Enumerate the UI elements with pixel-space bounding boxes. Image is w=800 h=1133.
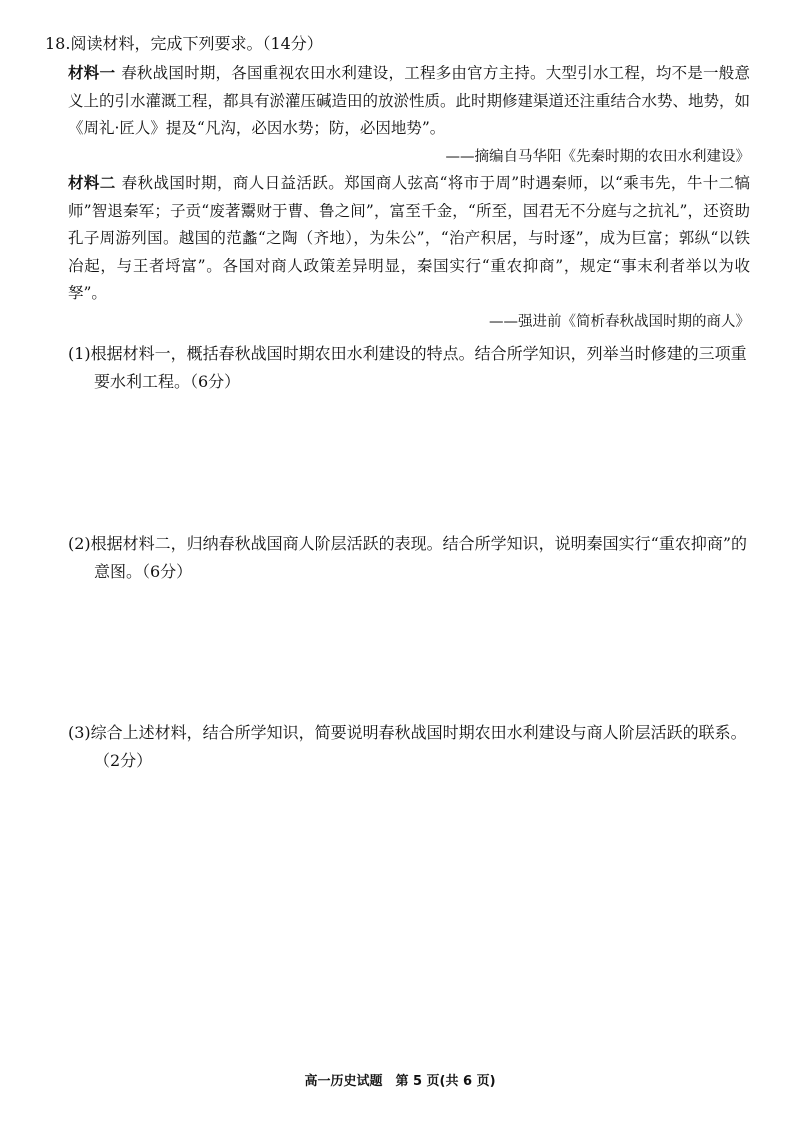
- material-2-text: 春秋战国时期，商人日益活跃。郑国商人弦高“将市于周”时遇秦师，以“乘韦先，牛十二犒师”智退秦军；子贡“废著鬻财于曹、鲁之间”，富至千金，“所至，国君无不分庭与之抗礼”，还资助孔子周游列国。越国的范蠡“之陶（齐地），为朱公”，“治产积居，与时逐”，成为巨富；郭纵“以铁冶起，与王者埒富”。各国对商人政策差异明显，秦国实行“重农抑商”，规定“事末利者举以为收孥”。: [68, 174, 750, 302]
- material-2: [68, 170, 750, 308]
- page-footer: 高一历史试题 第 5 页(共 6 页): [304, 1074, 496, 1089]
- material-1: [68, 60, 750, 143]
- material-2-source: ——强进前《简析春秋战国时期的商人》: [489, 314, 750, 330]
- material-1-text: 春秋战国时期，各国重视农田水利建设，工程多由官方主持。大型引水工程，均不是一般意义上的引水灌溉工程，都具有淤灌压碱造田的放淤性质。此时期修建渠道还注重结合水势、地势，如《周礼·匠人》提及“凡沟，必因水势；防，必因地势”。: [68, 64, 751, 137]
- question-header: 18.阅读材料，完成下列要求。（14分）: [45, 34, 323, 53]
- material-1-label: 材料一: [68, 64, 116, 82]
- material-1-source: ——摘编自马华阳《先秦时期的农田水利建设》: [445, 149, 750, 165]
- sub-question-3: (3)综合上述材料，结合所学知识，简要说明春秋战国时期农田水利建设与商人阶层活跃的联系。（2分）: [68, 723, 747, 770]
- sub-question-2: (2)根据材料二，归纳春秋战国商人阶层活跃的表现。结合所学知识，说明秦国实行“重农抑商”的意图。（6分）: [68, 534, 748, 581]
- sub-question-1: (1)根据材料一，概括春秋战国时期农田水利建设的特点。结合所学知识，列举当时修建的三项重要水利工程。（6分）: [68, 344, 747, 391]
- material-2-label: 材料二: [68, 174, 116, 192]
